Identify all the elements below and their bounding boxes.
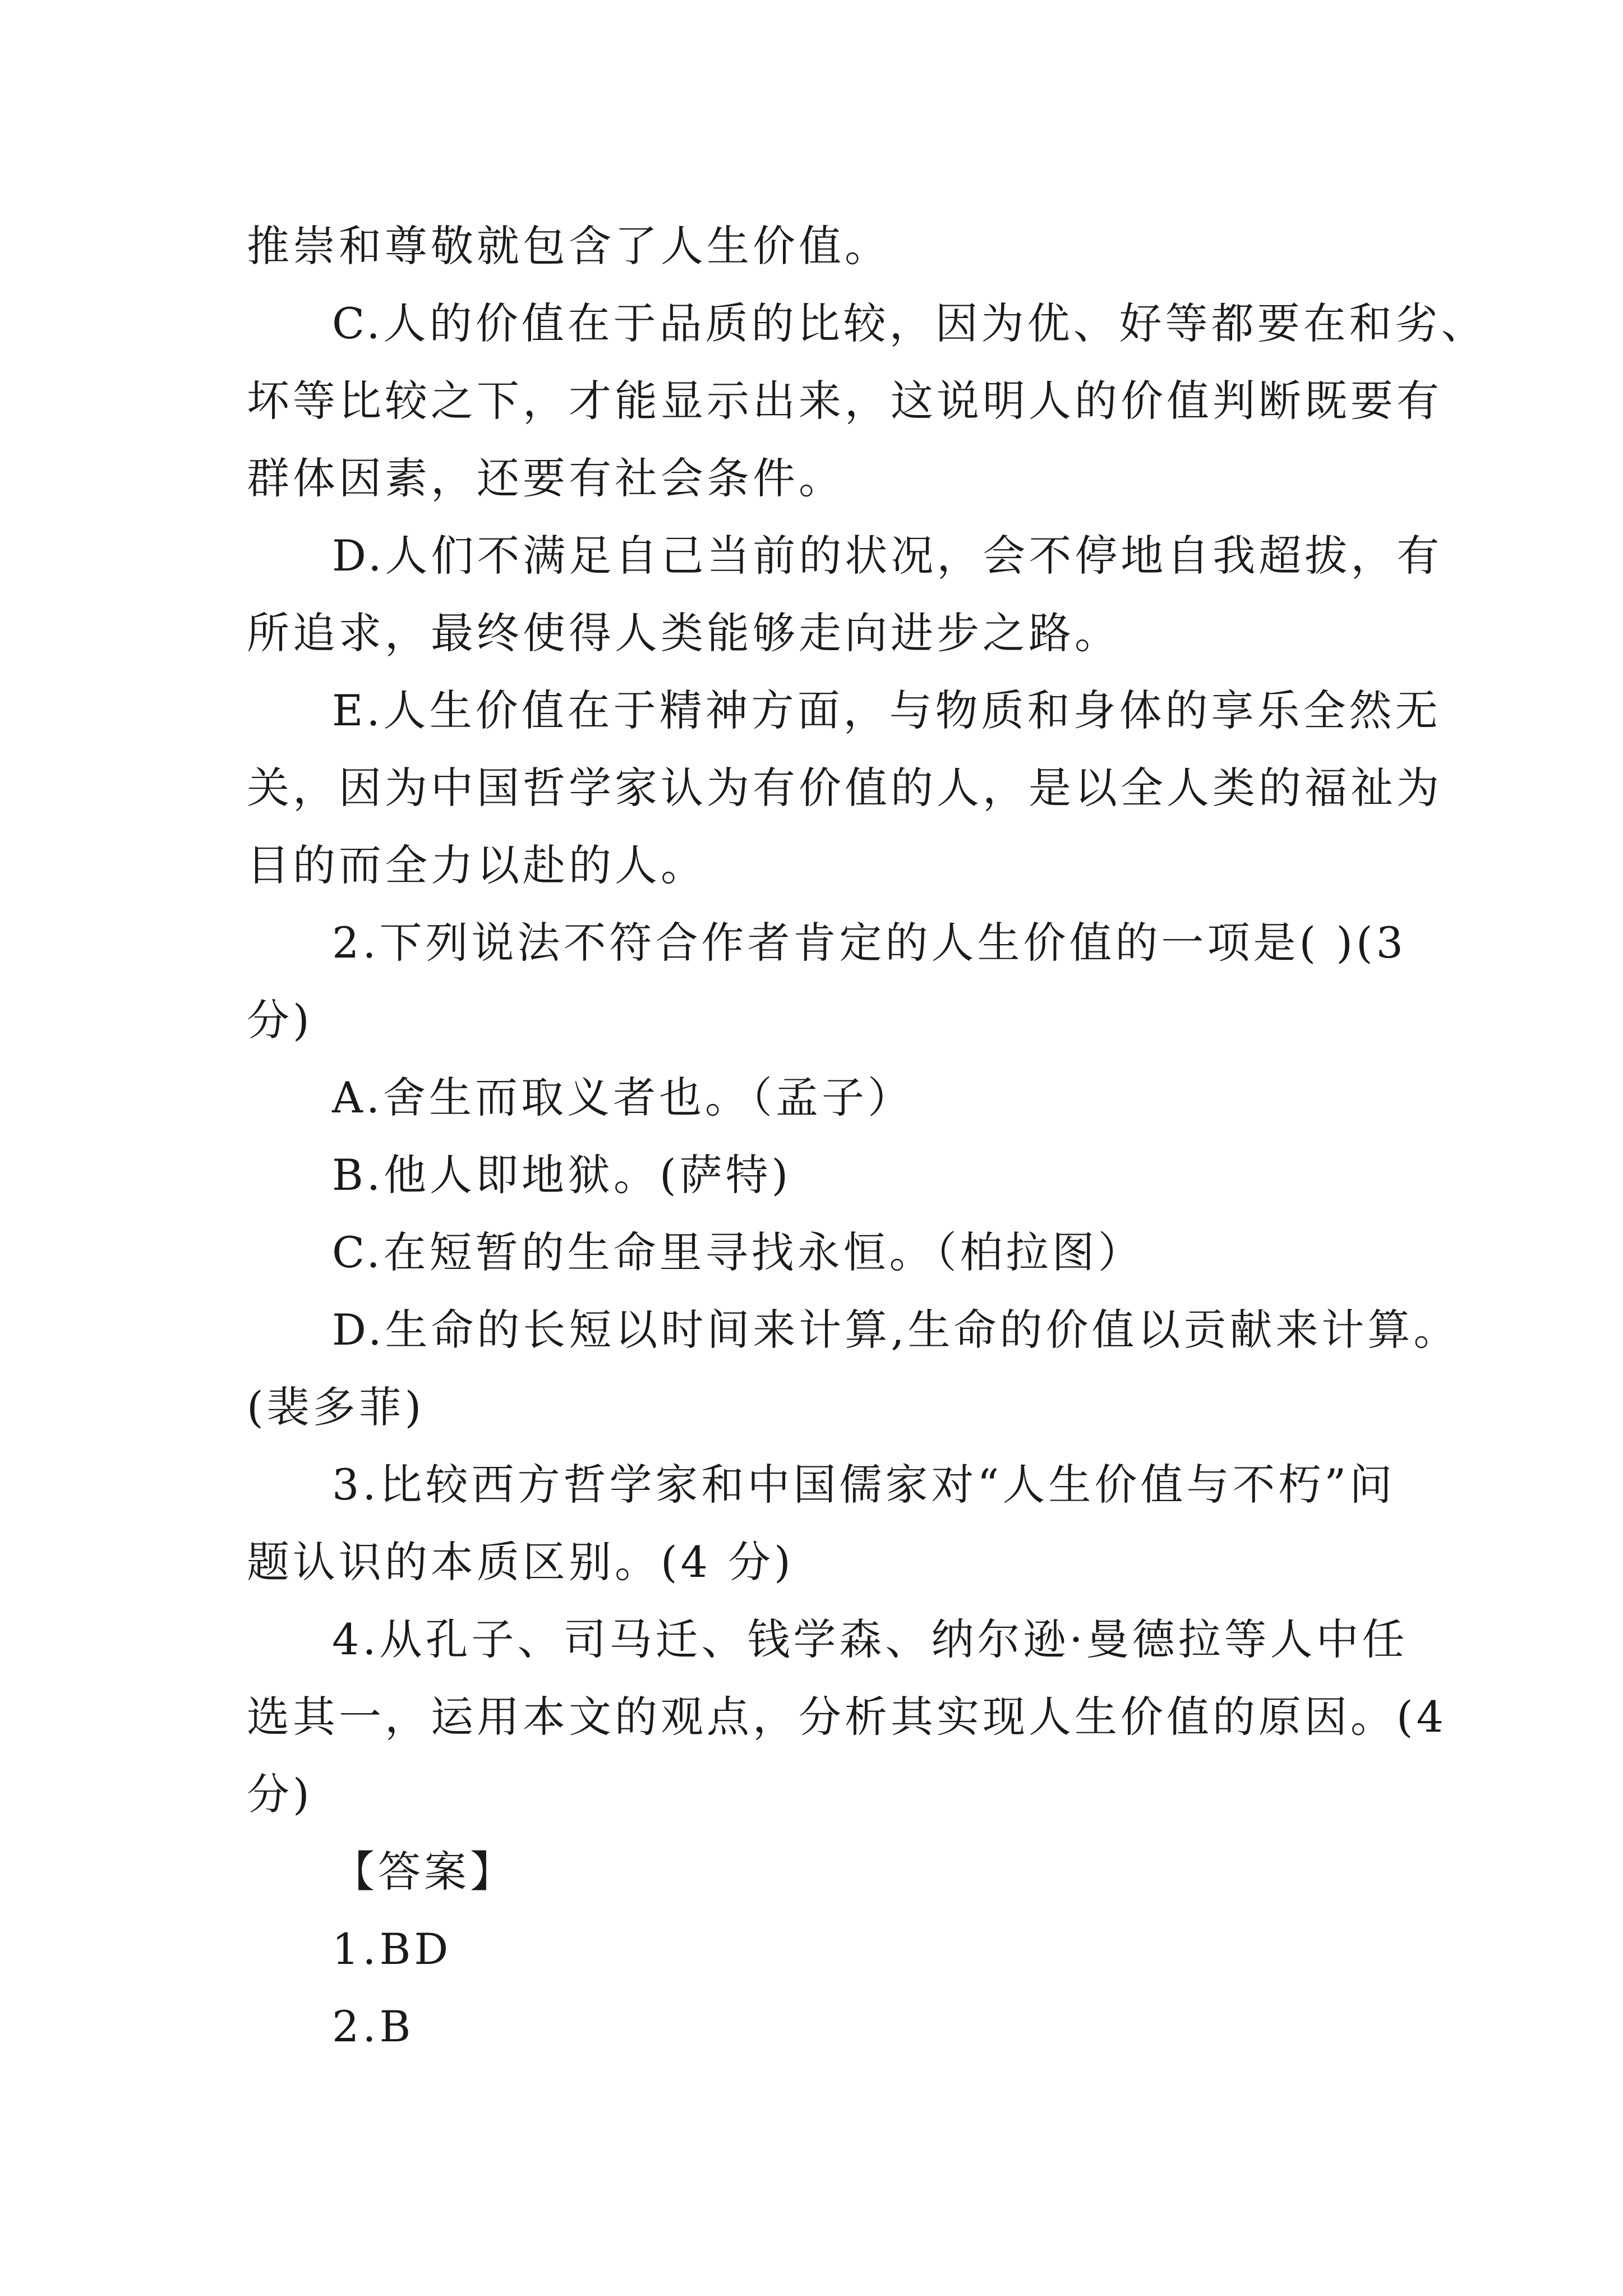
text-line: 推崇和尊敬就包含了人生价值。: [247, 221, 891, 271]
text-line: 所追求，最终使得人类能够走向进步之路。: [247, 608, 1121, 658]
text-line: 群体因素，还要有社会条件。: [247, 453, 845, 503]
answer-1: 1.BD: [332, 1924, 452, 1974]
text-line: (裴多菲): [247, 1382, 425, 1432]
q2-option-b: B.他人即地狱。(萨特): [332, 1150, 792, 1200]
answer-2: 2.B: [332, 2001, 414, 2051]
question-3-line: 3.比较西方哲学家和中国儒家对“人生价值与不朽”问: [332, 1460, 1396, 1510]
option-e-line: E.人生价值在于精神方面，与物质和身体的享乐全然无: [332, 685, 1441, 735]
text-line: 选其一，运用本文的观点，分析其实现人生价值的原因。(4: [247, 1692, 1447, 1742]
q2-option-c: C.在短暂的生命里寻找永恒。（柏拉图）: [332, 1227, 1144, 1277]
text-line: 题认识的本质区别。(4 分): [247, 1537, 794, 1587]
option-c-line: C.人的价值在于品质的比较，因为优、好等都要在和劣、: [332, 298, 1487, 348]
q2-option-a: A.舍生而取义者也。（孟子）: [332, 1073, 914, 1122]
text-line: 目的而全力以赴的人。: [247, 840, 707, 890]
text-line: 分): [247, 1769, 313, 1819]
text-line: 坏等比较之下，才能显示出来，这说明人的价值判断既要有: [247, 376, 1442, 426]
answer-heading: 【答案】: [332, 1847, 516, 1897]
option-d-line: D.人们不满足自己当前的状况，会不停地自我超拔，有: [332, 531, 1443, 581]
text-line: 关，因为中国哲学家认为有价值的人，是以全人类的福祉为: [247, 763, 1442, 813]
q2-option-d: D.生命的长短以时间来计算,生命的价值以贡献来计算。: [332, 1305, 1460, 1355]
question-4-line: 4.从孔子、司马迁、钱学森、纳尔逊·曼德拉等人中任: [332, 1614, 1408, 1664]
question-2-line: 2.下列说法不符合作者肯定的人生价值的一项是( )(3: [332, 918, 1407, 968]
text-line: 分): [247, 995, 313, 1045]
document-page: [247, 208, 1487, 2065]
